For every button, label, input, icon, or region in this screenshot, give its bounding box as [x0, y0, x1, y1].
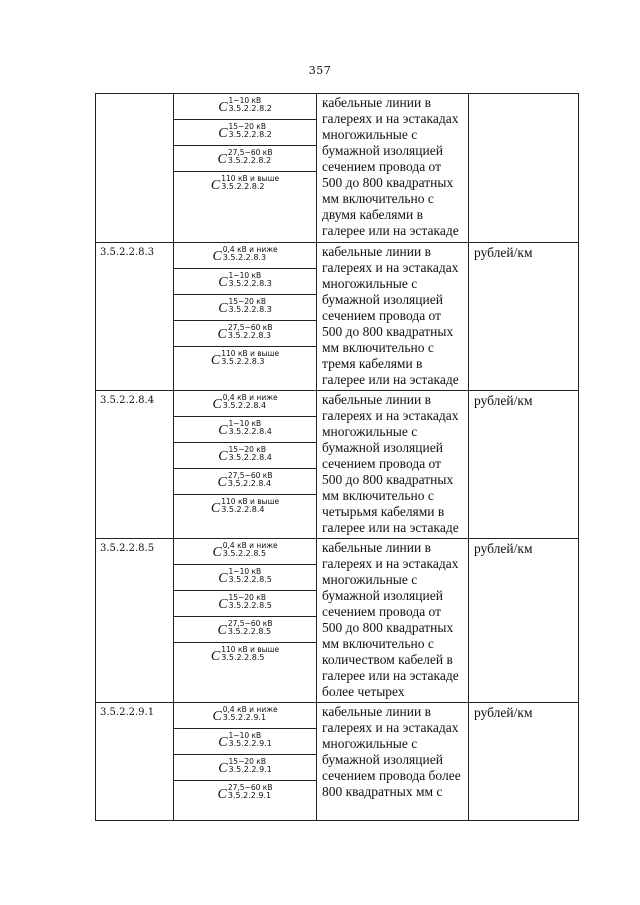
voltage-label: 15−20 кВ	[228, 297, 266, 306]
voltage-variable	[174, 269, 316, 295]
variable-formula	[218, 420, 272, 438]
voltage-variable	[174, 391, 316, 417]
variable-symbol: C	[218, 571, 228, 586]
voltage-label: 0,4 кВ и ниже	[222, 393, 278, 402]
voltage-label: 27,5−60 кВ	[227, 148, 273, 157]
voltage-variable	[174, 729, 316, 755]
variable-indices	[229, 123, 272, 139]
variable-subscript: 3.5.2.2.8.3	[221, 357, 265, 366]
section-code: 3.5.2.2.9.1	[96, 703, 174, 821]
table-row	[96, 391, 579, 539]
variable-symbol: C	[218, 301, 228, 316]
voltage-label: 0,4 кВ и ниже	[222, 245, 278, 254]
section-code: 3.5.2.2.8.4	[96, 391, 174, 539]
variable-symbol: C	[218, 449, 228, 464]
section-description: кабельные линии в галереях и на эстакадах многожильные с бумажной изоляцией сечением провода от 500 до 800 квадратных мм включительно с двумя кабелями в галерее или на эстакаде	[317, 94, 469, 243]
voltage-variable	[174, 565, 316, 591]
variable-formula	[218, 298, 272, 316]
variable-subscript: 3.5.2.2.8.4	[227, 479, 272, 488]
variable-symbol: C	[212, 545, 222, 560]
variable-symbol: C	[217, 623, 227, 638]
variable-formula	[212, 542, 277, 560]
variable-symbol: C	[210, 649, 221, 664]
variable-indices	[228, 324, 273, 340]
variable-formula	[218, 97, 272, 115]
voltage-variable	[174, 347, 316, 373]
variable-subscript: 3.5.2.2.8.2	[228, 104, 272, 113]
variable-symbol: C	[212, 397, 222, 412]
voltage-variables	[174, 391, 317, 539]
variable-subscript: 3.5.2.2.8.5	[228, 575, 272, 584]
voltage-label: 1−10 кВ	[228, 419, 262, 428]
variable-indices	[229, 420, 272, 436]
variable-indices	[229, 568, 272, 584]
voltage-label: 1−10 кВ	[228, 271, 262, 280]
variable-subscript: 3.5.2.2.8.3	[228, 279, 272, 288]
variable-formula	[211, 175, 279, 193]
variable-formula	[211, 350, 279, 368]
table-row	[96, 539, 579, 703]
voltage-variable	[174, 643, 316, 669]
voltage-variable	[174, 321, 316, 347]
variable-indices	[229, 732, 272, 748]
variable-indices	[229, 758, 272, 774]
voltage-label: 110 кВ и выше	[221, 645, 280, 654]
variable-formula	[218, 324, 273, 342]
voltage-label: 1−10 кВ	[228, 567, 262, 576]
variable-symbol: C	[218, 423, 228, 438]
voltage-label: 1−10 кВ	[228, 96, 262, 105]
variable-symbol: C	[217, 475, 227, 490]
voltage-label: 27,5−60 кВ	[227, 323, 273, 332]
variable-formula	[218, 472, 273, 490]
voltage-label: 0,4 кВ и ниже	[222, 541, 278, 550]
variable-formula	[218, 784, 273, 802]
variable-indices	[228, 472, 273, 488]
voltage-variable	[174, 591, 316, 617]
variable-formula	[218, 758, 272, 776]
voltage-label: 110 кВ и выше	[221, 174, 280, 183]
variable-subscript: 3.5.2.2.9.1	[222, 713, 267, 722]
section-code: 3.5.2.2.8.5	[96, 539, 174, 703]
voltage-variable	[174, 146, 316, 172]
voltage-label: 15−20 кВ	[228, 757, 266, 766]
voltage-variable	[174, 172, 316, 198]
variable-formula	[212, 706, 277, 724]
variable-indices	[228, 620, 273, 636]
variable-symbol: C	[210, 178, 221, 193]
variable-subscript: 3.5.2.2.8.2	[227, 156, 272, 165]
variable-formula	[218, 732, 272, 750]
variable-subscript: 3.5.2.2.8.5	[227, 627, 272, 636]
variable-formula	[218, 620, 273, 638]
voltage-variable	[174, 443, 316, 469]
table-row	[96, 703, 579, 821]
variable-subscript: 3.5.2.2.8.5	[222, 549, 267, 558]
section-unit	[469, 94, 579, 243]
variable-symbol: C	[218, 761, 228, 776]
page-number: 357	[308, 64, 332, 77]
variable-subscript: 3.5.2.2.8.4	[228, 427, 272, 436]
variable-formula	[218, 149, 273, 167]
variable-indices	[221, 350, 279, 366]
variable-formula	[218, 446, 272, 464]
variable-formula	[218, 272, 272, 290]
section-unit: рублей/км	[469, 539, 579, 703]
variable-symbol: C	[217, 152, 227, 167]
variable-subscript: 3.5.2.2.9.1	[227, 791, 272, 800]
voltage-variables	[174, 703, 317, 821]
variable-formula	[211, 498, 279, 516]
variable-indices	[223, 394, 278, 410]
voltage-label: 15−20 кВ	[228, 593, 266, 602]
variable-subscript: 3.5.2.2.8.4	[222, 401, 267, 410]
voltage-variable	[174, 495, 316, 521]
variable-symbol: C	[217, 327, 227, 342]
section-code	[96, 94, 174, 243]
section-unit: рублей/км	[469, 703, 579, 821]
variable-symbol: C	[212, 709, 222, 724]
table-row	[96, 94, 579, 243]
variable-indices	[223, 246, 278, 262]
voltage-label: 27,5−60 кВ	[227, 783, 273, 792]
voltage-label: 27,5−60 кВ	[227, 471, 273, 480]
variable-subscript: 3.5.2.2.8.2	[221, 182, 265, 191]
variable-formula	[218, 594, 272, 612]
variable-symbol: C	[218, 126, 228, 141]
variable-subscript: 3.5.2.2.8.3	[228, 305, 272, 314]
voltage-label: 15−20 кВ	[228, 445, 266, 454]
variable-formula	[218, 568, 272, 586]
variable-formula	[211, 646, 279, 664]
voltage-variables	[174, 94, 317, 243]
variable-indices	[229, 446, 272, 462]
variable-symbol: C	[210, 353, 221, 368]
variable-indices	[228, 784, 273, 800]
variable-indices	[229, 272, 272, 288]
voltage-label: 15−20 кВ	[228, 122, 266, 131]
variable-symbol: C	[218, 735, 228, 750]
voltage-variables	[174, 243, 317, 391]
variable-indices	[229, 97, 272, 113]
variable-subscript: 3.5.2.2.8.4	[221, 505, 265, 514]
voltage-label: 110 кВ и выше	[221, 349, 280, 358]
variable-formula	[212, 246, 277, 264]
variable-symbol: C	[212, 249, 222, 264]
voltage-variable	[174, 617, 316, 643]
voltage-label: 110 кВ и выше	[221, 497, 280, 506]
variable-indices	[223, 542, 278, 558]
variable-formula	[218, 123, 272, 141]
section-code: 3.5.2.2.8.3	[96, 243, 174, 391]
variable-subscript: 3.5.2.2.8.5	[228, 601, 272, 610]
variable-indices	[223, 706, 278, 722]
voltage-variable	[174, 539, 316, 565]
voltage-variable	[174, 243, 316, 269]
variable-subscript: 3.5.2.2.8.3	[227, 331, 272, 340]
voltage-label: 27,5−60 кВ	[227, 619, 273, 628]
voltage-variable	[174, 469, 316, 495]
section-unit: рублей/км	[469, 243, 579, 391]
variable-symbol: C	[210, 501, 221, 516]
rates-table	[95, 93, 579, 821]
variable-indices	[221, 646, 279, 662]
voltage-variable	[174, 120, 316, 146]
variable-symbol: C	[217, 787, 227, 802]
variable-symbol: C	[218, 100, 228, 115]
variable-indices	[221, 498, 279, 514]
variable-indices	[221, 175, 279, 191]
voltage-variable	[174, 703, 316, 729]
variable-subscript: 3.5.2.2.9.1	[228, 765, 272, 774]
table-row	[96, 243, 579, 391]
variable-subscript: 3.5.2.2.8.2	[228, 130, 272, 139]
voltage-variable	[174, 781, 316, 807]
voltage-variable	[174, 94, 316, 120]
section-description: кабельные линии в галереях и на эстакадах многожильные с бумажной изоляцией сечением провода от 500 до 800 квадратных мм включительно с тремя кабелями в галерее или на эстакаде	[317, 243, 469, 391]
variable-subscript: 3.5.2.2.9.1	[228, 739, 272, 748]
voltage-variable	[174, 755, 316, 781]
voltage-label: 0,4 кВ и ниже	[222, 705, 278, 714]
voltage-variable	[174, 295, 316, 321]
variable-subscript: 3.5.2.2.8.5	[221, 653, 265, 662]
voltage-variable	[174, 417, 316, 443]
variable-indices	[229, 298, 272, 314]
variable-indices	[229, 594, 272, 610]
variable-symbol: C	[218, 597, 228, 612]
variable-symbol: C	[218, 275, 228, 290]
variable-formula	[212, 394, 277, 412]
voltage-label: 1−10 кВ	[228, 731, 262, 740]
variable-indices	[228, 149, 273, 165]
section-description: кабельные линии в галереях и на эстакадах многожильные с бумажной изоляцией сечением провода от 500 до 800 квадратных мм включительно с четырьмя кабелями в галерее или на эстакаде	[317, 391, 469, 539]
variable-subscript: 3.5.2.2.8.4	[228, 453, 272, 462]
section-unit: рублей/км	[469, 391, 579, 539]
section-description: кабельные линии в галереях и на эстакадах многожильные с бумажной изоляцией сечением провода более 800 квадратных мм с	[317, 703, 469, 821]
section-description: кабельные линии в галереях и на эстакадах многожильные с бумажной изоляцией сечением провода от 500 до 800 квадратных мм включительно с количеством кабелей в галерее или на эстакаде более четырех	[317, 539, 469, 703]
voltage-variables	[174, 539, 317, 703]
variable-subscript: 3.5.2.2.8.3	[222, 253, 267, 262]
